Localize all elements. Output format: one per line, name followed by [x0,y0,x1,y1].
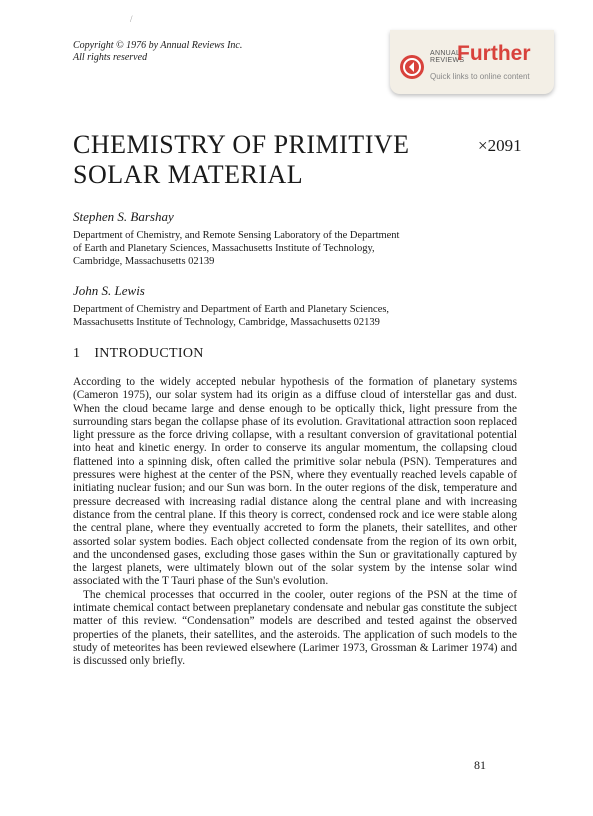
further-word: Further [457,42,531,65]
brand-line-1: ANNUAL [430,50,461,57]
affiliation-line: Cambridge, Massachusetts 02139 [73,256,215,267]
author-name: John S. Lewis [73,283,145,298]
paragraph: The chemical processes that occurred in the cooler, outer regions of the PSN at the time of intimate chemical contact between preplanetary condensate and nebular gas constitute the subject matter of this review. “Condensation” models are described and tested against the observed properties of the planets, their satellites, and the asteroids. The application of such models to the study of meteorites has been reviewed elsewhere (Larimer 1973, Grossman & Larimer 1974) and is discussed only briefly. [73,588,517,668]
title-line-2: SOLAR MATERIAL [73,160,304,189]
author-affiliation [73,229,399,268]
further-subtitle: Quick links to online content [430,72,530,81]
section-heading [73,346,204,362]
section-number: 1 [73,346,81,361]
affiliation-line: of Earth and Planetary Sciences, Massachusetts Institute of Technology, [73,243,375,254]
affiliation-line: Massachusetts Institute of Technology, Cambridge, Massachusetts 02139 [73,317,380,328]
title-line-1: CHEMISTRY OF PRIMITIVE [73,130,410,159]
section-title: INTRODUCTION [94,346,204,361]
page-number: 81 [474,758,486,772]
article-title [73,130,410,190]
affiliation-line: Department of Chemistry and Department of Earth and Planetary Sciences, [73,304,390,315]
article-code: ×2091 [478,136,522,155]
arrow-left-icon [400,55,424,79]
rights-line: All rights reserved [73,52,148,63]
copyright-notice [73,40,242,64]
affiliation-line: Department of Chemistry, and Remote Sensing Laboratory of the Department [73,230,400,241]
copyright-line: Copyright © 1976 by Annual Reviews Inc. [73,40,243,51]
brand-line-2: REVIEWS [430,57,465,64]
annual-reviews-further-badge[interactable] [390,30,554,94]
paragraph: According to the widely accepted nebular hypothesis of the formation of planetary systems (Cameron 1975), our solar system had its origin as a diffuse cloud of interstellar gas and dust. When the cloud became large and dense enough to be optically thick, light pressure from the surrounding stars began the collapse phase of its evolution. Gravitational attraction soon replaced light pressure as the force driving collapse, with a resultant conversion of gravitational potential into heat and kinetic energy. In order to conserve its angular momentum, the collapsing cloud flattened into a spinning disk, often called the primitive solar nebula (PSN). Temperatures and pressures were highest at the center of the PSN, where they eventually reached levels capable of initiating nuclear fusion; and our Sun was born. In the outer regions of the disk, temperature and pressure decreased with increasing radial distance along the central plane and with increasing distance from the central plane. If this theory is correct, condensed rock and ice were stable along the central plane, where they eventually accreted to form the planets, their satellites, and other assorted solar system bodies. Each object collected condensate from the region of its own orbit, and the uncondensed gases, excluding those gases within the Sun or gravitationally captured by the largest planets, were ultimately blown out of the solar system by the intense solar wind associated with the T Tauri phase of the Sun's evolution. [73,376,517,588]
body-text [73,376,517,669]
stray-mark: / [130,14,133,24]
author-name: Stephen S. Barshay [73,209,174,224]
author-affiliation [73,303,389,329]
